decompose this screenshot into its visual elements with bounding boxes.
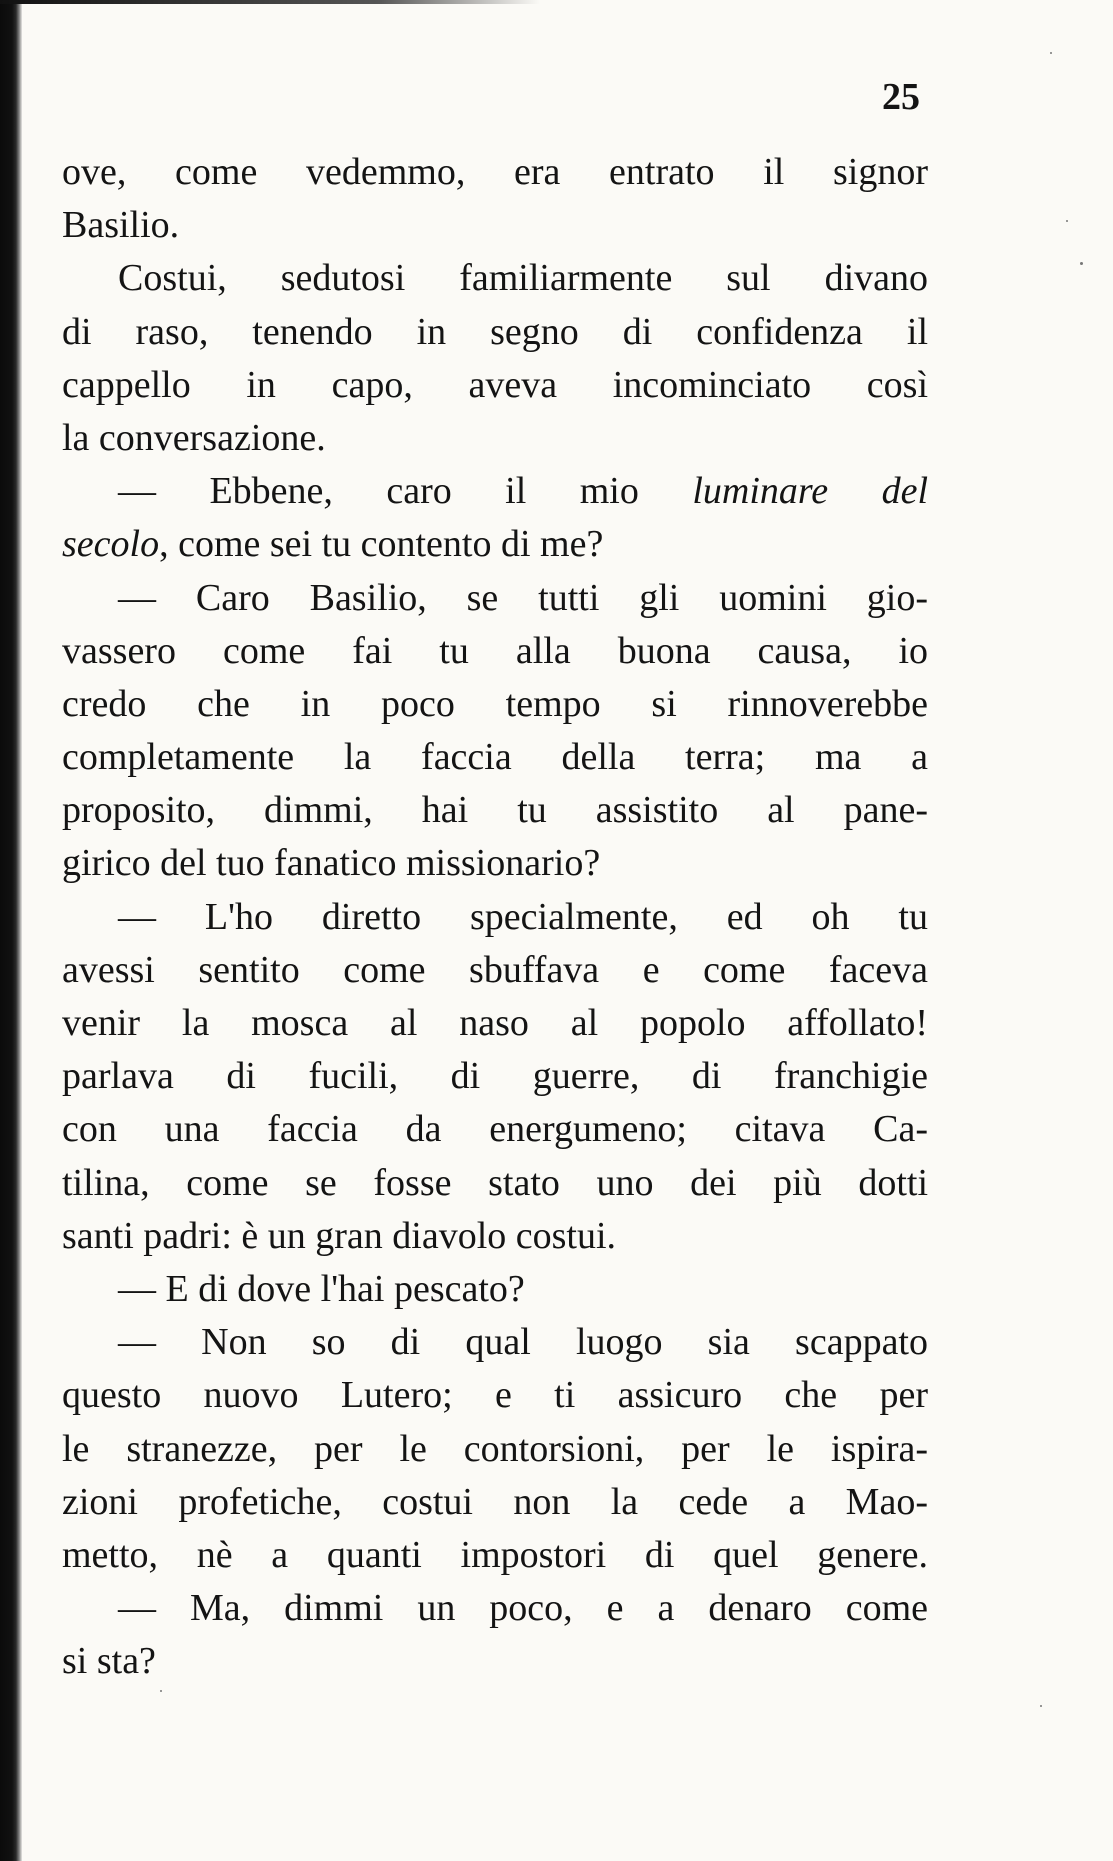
text-line: cappello in capo, aveva incominciato così [62, 363, 928, 406]
text-line: girico del tuo fanatico missionario? [62, 842, 601, 885]
text-line: — Non so di qual luogo sia scappato [118, 1321, 928, 1364]
page-number: 25 [882, 76, 920, 118]
top-edge-rule [0, 0, 540, 4]
text-line: credo che in poco tempo si rinnoverebbe [62, 682, 928, 725]
text-line: — Ma, dimmi un poco, e a denaro come [118, 1587, 928, 1630]
scan-speck [1050, 52, 1052, 54]
text-line: le stranezze, per le contorsioni, per le ispira- [62, 1427, 928, 1470]
text-line: questo nuovo Lutero; e ti assicuro che per [62, 1374, 928, 1417]
text-line: zioni profetiche, costui non la cede a Mao- [62, 1480, 928, 1523]
text-line: tilina, come se fosse stato uno dei più dotti [62, 1161, 928, 1204]
text-line: metto, nè a quanti impostori di quel genere. [62, 1533, 928, 1576]
text-segment: , come sei tu contento di me? [159, 523, 604, 566]
text-line: la conversazione. [62, 416, 326, 459]
scan-speck [160, 1690, 162, 1692]
text-segment: — Ebbene, caro il mio [118, 470, 693, 513]
text-line: si sta? [62, 1640, 156, 1683]
text-line: vassero come fai tu alla buona causa, io [62, 629, 928, 672]
text-line: Basilio. [62, 204, 180, 247]
text-line: proposito, dimmi, hai tu assistito al pane- [62, 789, 928, 832]
text-line: santi padri: è un gran diavolo costui. [62, 1214, 617, 1257]
text-line: avessi sentito come sbuffava e come faceva [62, 948, 928, 991]
italic-text: luminare del [692, 470, 929, 513]
binding-edge [0, 0, 22, 1861]
body-text [62, 146, 928, 1688]
text-line: venir la mosca al naso al popolo affollato! [62, 1002, 928, 1044]
text-line [62, 518, 928, 571]
text-line: Costui, sedutosi familiarmente sul divano [118, 257, 928, 300]
text-line: — E di dove l'hai pescato? [118, 1267, 525, 1310]
text-line: ove, come vedemmo, era entrato il signor [62, 151, 928, 193]
text-line: di raso, tenendo in segno di confidenza il [62, 310, 928, 353]
text-line: parlava di fucili, di guerre, di franchigie [62, 1055, 928, 1098]
italic-text: secolo [62, 523, 160, 566]
scan-speck [1066, 220, 1068, 222]
text-line: — Caro Basilio, se tutti gli uomini gio- [118, 576, 928, 619]
text-line: completamente la faccia della terra; ma a [62, 736, 928, 779]
text-line: — L'ho diretto specialmente, ed oh tu [118, 895, 928, 938]
scan-speck [1080, 262, 1083, 265]
scan-speck [1040, 1705, 1042, 1707]
text-line [62, 465, 928, 518]
text-line: con una faccia da energumeno; citava Ca- [62, 1108, 928, 1151]
